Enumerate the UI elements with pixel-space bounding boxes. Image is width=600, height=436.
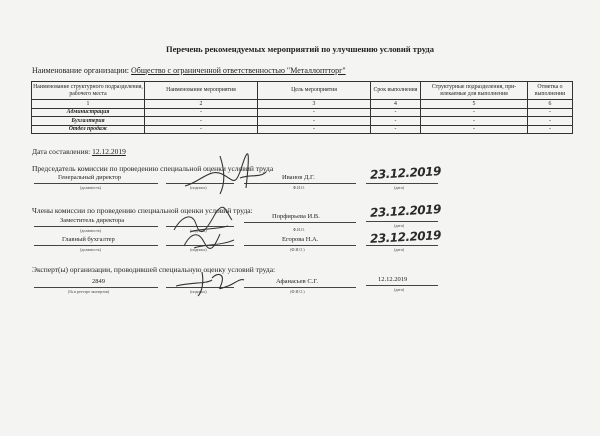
caption-fio: Ф.И.О. [293,227,305,232]
header-cell: Цель мероприятия [258,82,371,100]
table-cell: - [258,125,371,134]
caption-position: (должность) [80,247,101,252]
table-cell: - [371,125,421,134]
table-row [32,125,573,134]
chairman-signature [180,148,270,198]
header-cell: Срок выполнения [371,82,421,100]
number-cell: 4 [371,100,421,109]
caption-signature: (подпись) [190,228,207,233]
header-cell: Структурные подразделения, при-влекаемые для выполнения [421,82,528,100]
caption-date: (дата) [394,247,404,252]
table-cell: - [421,125,528,134]
expert-date: 12.12.2019 [378,276,408,283]
caption-signature: (подпись) [190,185,207,190]
caption-fio-paren: (Ф.И.О.) [290,247,305,252]
caption-fio: Ф.И.О. [293,185,305,190]
member-position: Заместитель директора [60,217,125,224]
number-cell: 1 [32,100,145,109]
table-cell: - [145,117,258,126]
chairman-name: Иванов Д.Г. [282,174,315,181]
measures-table [31,81,573,134]
column-number-row [32,100,573,109]
caption-position: (должность) [80,185,101,190]
expert-name: Афанасьев С.Г. [276,278,318,285]
table-row [32,117,573,126]
table-cell: - [371,117,421,126]
department-cell: Бухгалтерия [32,117,145,126]
number-cell: 5 [421,100,528,109]
document-title: Перечень рекомендуемых мероприятий по улучшению условий труда [166,44,434,54]
number-cell: 2 [145,100,258,109]
table-cell: - [258,108,371,117]
member-date: 23.12.2019 [369,202,442,220]
expert-signature [172,268,252,298]
member-name: Егорова Н.А. [282,236,319,243]
chairman-heading: Председатель комиссии по проведению специальной оценки условий труда [32,164,274,173]
table-cell: - [528,117,573,126]
caption-reg-number: (№ в реестре экспертов) [68,289,110,294]
compilation-date-value: 12.12.2019 [92,147,126,156]
table-cell: - [528,125,573,134]
table-cell: - [145,108,258,117]
organization-label: Наименование организации: [32,66,130,75]
table-header-row [32,82,573,100]
member-date: 23.12.2019 [369,228,442,246]
caption-date: (дата) [394,223,404,228]
number-cell: 6 [528,100,573,109]
organization-line [32,66,346,75]
table-cell: - [145,125,258,134]
department-cell: Отдел продаж [32,125,145,134]
member-signature [180,226,240,252]
caption-position: (должность) [80,228,101,233]
table-cell: - [371,108,421,117]
table-cell: - [528,108,573,117]
table-row [32,108,573,117]
header-cell: Наименование мероприятия [145,82,258,100]
number-cell: 3 [258,100,371,109]
header-cell: Отметка о выполнении [528,82,573,100]
chairman-position: Генеральный директор [58,174,122,181]
expert-reg-number: 2849 [92,278,105,285]
caption-signature: (подпись) [190,289,207,294]
header-cell: Наименование структурного подразделения, рабочего места [32,82,145,100]
organization-name: Общество с ограниченной ответственностью "Металлоптторг" [131,66,346,75]
expert-heading: Эксперт(ы) организации, проводившей специальную оценку условий труда: [32,265,276,274]
caption-date: (дата) [394,185,404,190]
chairman-date: 23.12.2019 [369,164,442,182]
table-cell: - [421,117,528,126]
compilation-date-line [32,147,126,156]
table-cell: - [258,117,371,126]
members-heading: Члены комиссии по проведению специальной оценки условий труда: [32,206,253,215]
caption-signature: (подпись) [190,247,207,252]
member-position: Главный бухгалтер [62,236,115,243]
caption-fio-paren: (Ф.И.О.) [290,289,305,294]
department-cell: Администрация [32,108,145,117]
compilation-date-label: Дата составления: [32,147,91,156]
table-cell: - [421,108,528,117]
member-name: Порфирьева И.В. [272,213,320,220]
caption-date: (дата) [394,287,404,292]
